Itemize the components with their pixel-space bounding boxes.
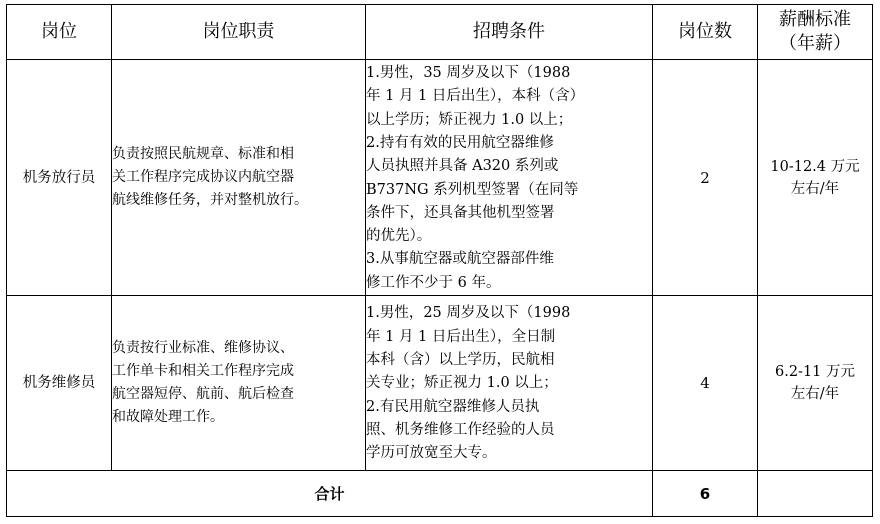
table-row (7, 60, 873, 296)
header-requirements: 招聘条件 (366, 5, 653, 60)
requirement-line: 3.从事航空器或航空器部件维 (366, 251, 554, 268)
duty-line: 工作单卡和相关工作程序完成 (112, 363, 294, 379)
position-name: 机务维修员 (7, 296, 112, 471)
requirement-line: 学历可放宽至大专。 (366, 445, 497, 462)
duty-line: 航空器短停、航前、航后检查 (112, 386, 294, 402)
requirement-line: 关专业；矫正视力 1.0 以上； (366, 375, 558, 392)
duties-cell (112, 60, 366, 296)
requirement-line: 2.有民用航空器维修人员执 (366, 398, 540, 415)
requirement-line: 修工作不少于 6 年。 (366, 274, 501, 291)
requirement-line: 年 1 月 1 日后出生），本科（含） (366, 88, 585, 105)
table-row (7, 296, 873, 471)
requirement-line: 1.男性，25 周岁及以下（1998 (366, 305, 571, 322)
header-row (7, 5, 873, 60)
duties-cell (112, 296, 366, 471)
requirement-line: 1.男性，35 周岁及以下（1988 (366, 65, 571, 82)
requirement-line: B737NG 系列机型签署（在同等 (366, 181, 579, 198)
total-salary-empty (758, 471, 873, 517)
header-salary-line2: （年薪） (779, 33, 851, 54)
salary-cell (758, 60, 873, 296)
duty-line: 航线维修任务，并对整机放行。 (112, 192, 308, 208)
requirement-line: 2.持有有效的民用航空器维修 (366, 134, 554, 151)
duty-line: 负责按照民航规章、标准和相 (112, 146, 294, 162)
position-count: 4 (653, 296, 758, 471)
header-position: 岗位 (7, 5, 112, 60)
salary-line: 6.2-11 万元 (774, 364, 856, 380)
requirement-line: 本科（含）以上学历，民航相 (366, 352, 555, 369)
requirements-cell (366, 296, 653, 471)
duty-line: 负责按行业标准、维修协议、 (112, 340, 294, 356)
header-duties: 岗位职责 (112, 5, 366, 60)
salary-line: 左右/年 (790, 386, 840, 402)
salary-line: 10-12.4 万元 (770, 158, 860, 175)
requirement-line: 人员执照并具备 A320 系列或 (366, 158, 559, 175)
requirements-cell (366, 60, 653, 296)
position-name: 机务放行员 (7, 60, 112, 296)
total-row (7, 471, 873, 517)
duty-line: 关工作程序完成协议内航空器 (112, 169, 294, 185)
header-salary (758, 5, 873, 60)
requirement-line: 以上学历；矫正视力 1.0 以上； (366, 111, 573, 128)
total-count: 6 (653, 471, 758, 517)
requirement-line: 的优先）。 (366, 228, 432, 245)
position-count: 2 (653, 60, 758, 296)
header-salary-line1: 薪酬标准 (779, 9, 851, 30)
recruitment-table (6, 4, 873, 517)
requirement-line: 照、机务维修工作经验的人员 (366, 421, 555, 438)
duty-line: 和故障处理工作。 (112, 409, 224, 425)
requirement-line: 条件下，还具备其他机型签署 (366, 204, 555, 221)
total-label: 合计 (7, 471, 653, 517)
requirement-line: 年 1 月 1 日后出生），全日制 (366, 328, 556, 345)
header-count: 岗位数 (653, 5, 758, 60)
salary-cell (758, 296, 873, 471)
salary-line: 左右/年 (790, 180, 840, 197)
